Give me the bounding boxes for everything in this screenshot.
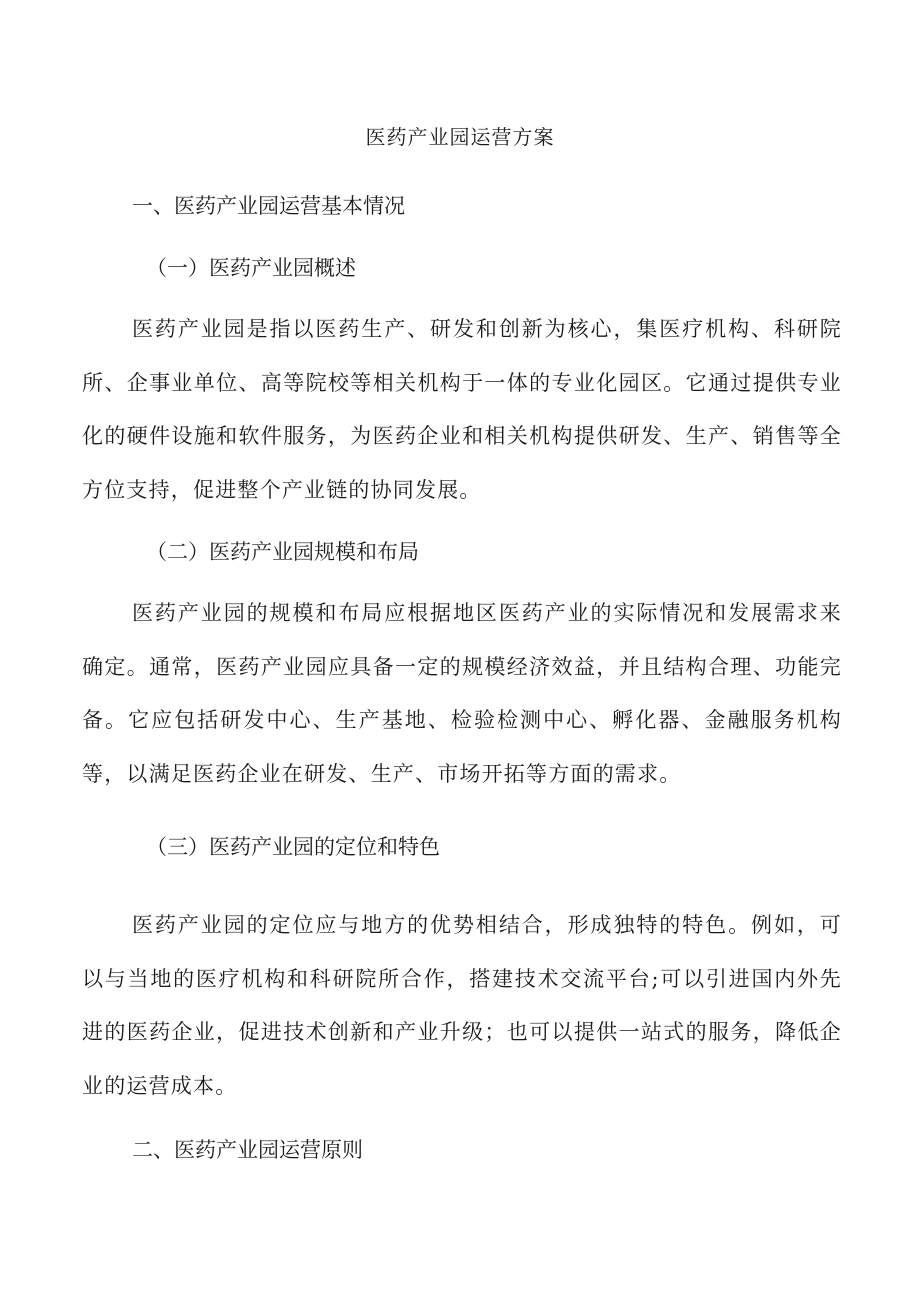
section-heading-1: 一、医药产业园运营基本情况 [132,194,405,218]
document-title: 医药产业园运营方案 [365,125,555,149]
subsection-heading-3: （三）医药产业园的定位和特色 [146,835,440,859]
paragraph-positioning: 医药产业园的定位应与地方的优势相结合，形成独特的特色。例如，可以与当地的医疗机构和科研院所合作，搭建技术交流平台;可以引进国内外先进的医药企业，促进技术创新和产业升级；也可以提供一站式的服务，降低企业的运营成本。 [82,913,842,1098]
paragraph-overview: 医药产业园是指以医药生产、研发和创新为核心，集医疗机构、科研院所、企事业单位、高等院校等相关机构于一体的专业化园区。它通过提供专业化的硬件设施和软件服务，为医药企业和相关机构提供研发、生产、销售等全方位支持，促进整个产业链的协同发展。 [82,317,842,502]
paragraph-scale-layout: 医药产业园的规模和布局应根据地区医药产业的实际情况和发展需求来确定。通常，医药产业园应具备一定的规模经济效益，并且结构合理、功能完备。它应包括研发中心、生产基地、检验检测中心、孵化器、金融服务机构等，以满足医药企业在研发、生产、市场开拓等方面的需求。 [82,601,842,786]
section-heading-2: 二、医药产业园运营原则 [132,1138,363,1162]
subsection-heading-2: （二）医药产业园规模和布局 [146,540,419,564]
subsection-heading-1: （一）医药产业园概述 [146,256,356,280]
